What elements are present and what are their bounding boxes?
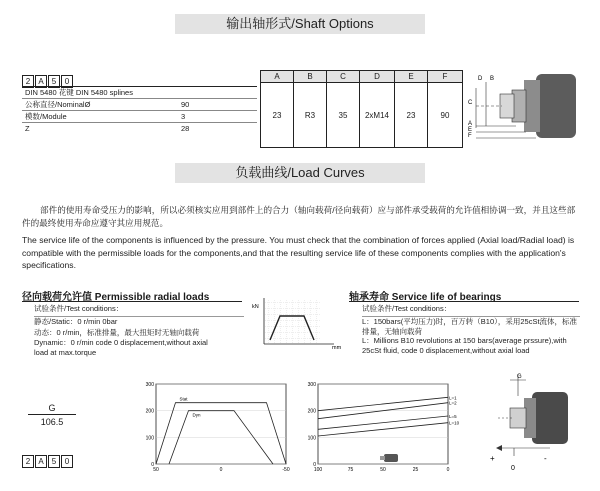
section-title-shaft: 输出轴形式/Shaft Options	[175, 14, 425, 34]
y-tick-label: 100	[145, 435, 154, 442]
motor-icon	[384, 454, 398, 462]
dim-value: 35	[327, 83, 360, 148]
x-tick-label: -50	[282, 467, 290, 473]
series-label: L=10	[449, 420, 460, 426]
axis-label-mm: mm	[332, 345, 342, 351]
shaft-drawing	[466, 68, 580, 148]
radial-dynamic-en: Dynamic：0 r/min code 0 displacement,without axial load at max.torque	[34, 338, 208, 357]
bearing-life-chart	[302, 376, 460, 476]
y-tick-label: 300	[145, 382, 154, 388]
spec-table	[22, 86, 257, 133]
x-tick-label: 25	[412, 467, 419, 473]
intro-text-en: The service life of the components is influenced by the pressure. You must check that the combination of forces applied (Axial load/Radial load) is compatible with the permissible loads for the components,and that the resulting service life of these components complies with the application's specifications.	[22, 235, 575, 270]
code-char: 5	[48, 75, 60, 88]
y-tick-label: 200	[145, 408, 154, 415]
dim-value: 23	[261, 83, 294, 148]
spec-label: Z	[25, 123, 30, 133]
spec-value: 90	[181, 100, 190, 109]
zero-label: 0	[511, 465, 515, 472]
radial-dynamic-cn: 动态：0 r/min，标准排量，最大扭矩时无轴向载荷	[34, 328, 200, 337]
code-char: 0	[61, 75, 73, 88]
intro-text-cn: 部件的使用寿命受压力的影响，所以必须核实应用到部件上的合力（轴向载荷/径向载荷）应与部件承受载荷的允许值相协调一致，并且这些部件的最终使用寿命应遵守其应用规范。	[22, 205, 576, 228]
code-char: 5	[48, 455, 60, 468]
g-label: G	[48, 403, 56, 413]
series-label: Stat	[179, 396, 188, 402]
radial-static: 静态/Static：0 r/min 0bar	[34, 316, 244, 327]
radial-rule	[22, 301, 242, 302]
x-tick-label: 75	[347, 467, 354, 473]
bearing-l-cn: L：150bars(平均压力)时，百万转（B10），采用25cSt流体，标准排量，无轴向载荷	[362, 316, 580, 336]
dim-header: A	[261, 71, 294, 83]
y-tick-label: 0	[313, 462, 316, 468]
series-line	[318, 416, 448, 429]
series-label: L=2	[449, 400, 457, 406]
y-tick-label: 200	[307, 408, 316, 415]
dim-value: 23	[395, 83, 428, 148]
dim-header: D	[360, 71, 395, 83]
y-tick-label: 100	[307, 435, 316, 442]
load-profile-diagram	[250, 296, 345, 351]
section-title-load: 负载曲线/Load Curves	[175, 163, 425, 183]
dim-header: F	[428, 71, 463, 83]
series-label: L=1	[449, 395, 457, 401]
spec-value: 3	[181, 112, 186, 121]
bearing-heading: 轴承寿命 Service life of bearings	[349, 292, 502, 303]
x-tick-label: 0	[219, 467, 223, 473]
bearing-rule	[349, 301, 579, 302]
axis-label-kn: kN	[252, 304, 259, 310]
radial-conditions: 试验条件/Test conditions：	[34, 304, 124, 313]
x-tick-label: 100	[313, 467, 323, 473]
series-label: L=5	[449, 414, 457, 419]
dim-label-c: C	[468, 100, 473, 106]
dim-header: B	[294, 71, 327, 83]
dim-value: 90	[428, 83, 463, 148]
g-drawing-label: G	[517, 374, 522, 380]
series-line	[318, 423, 448, 436]
code-char: A	[35, 455, 47, 468]
dim-label-e: E	[468, 127, 473, 133]
x-tick-label: 50	[380, 467, 386, 473]
order-code-bottom	[22, 451, 74, 469]
bearing-l-en: L：Millions B10 revolutions at 150 bars(average prssure),with 25cSt fluid, code 0 displacement,without axial load	[362, 336, 567, 355]
code-char: 0	[61, 455, 73, 468]
y-tick-label: 0	[151, 462, 154, 468]
spec-label: 模数/Module	[25, 112, 67, 121]
dim-label-b: B	[490, 76, 495, 82]
x-tick-label: 50	[153, 467, 159, 473]
plus-sign: +	[490, 454, 495, 463]
x-tick-label: 0	[446, 467, 450, 473]
dim-value: 2xM14	[360, 83, 395, 148]
g-value: 106.5	[40, 417, 64, 427]
bearing-conditions: 试验条件/Test conditions：	[362, 304, 452, 313]
plot-frame	[318, 384, 448, 464]
dim-header: E	[395, 71, 428, 83]
dim-label-f: F	[468, 133, 472, 139]
y-tick-label: 300	[307, 382, 316, 388]
series-line	[318, 397, 448, 410]
radial-load-chart	[140, 376, 292, 476]
code-char: A	[35, 75, 47, 88]
plot-frame	[156, 384, 286, 464]
g-rule	[28, 414, 76, 415]
dim-header: C	[327, 71, 360, 83]
spec-value: 28	[181, 123, 190, 133]
spec-label: 公称直径/NominalØ	[25, 100, 91, 109]
dim-label-a: A	[468, 121, 473, 127]
shaft-load-drawing	[490, 370, 580, 475]
code-char: 2	[22, 455, 34, 468]
minus-sign: -	[544, 454, 547, 463]
radial-heading: 径向载荷允许值 Permissible radial loads	[22, 292, 210, 303]
motor-shaft-icon	[380, 456, 385, 460]
spline-standard: DIN 5480 花键 DIN 5480 splines	[25, 88, 133, 97]
dimension-table	[260, 70, 463, 148]
code-char: 2	[22, 75, 34, 88]
dim-label-d: D	[478, 76, 483, 82]
dim-value: R3	[294, 83, 327, 148]
series-label: Dyn	[192, 412, 201, 418]
